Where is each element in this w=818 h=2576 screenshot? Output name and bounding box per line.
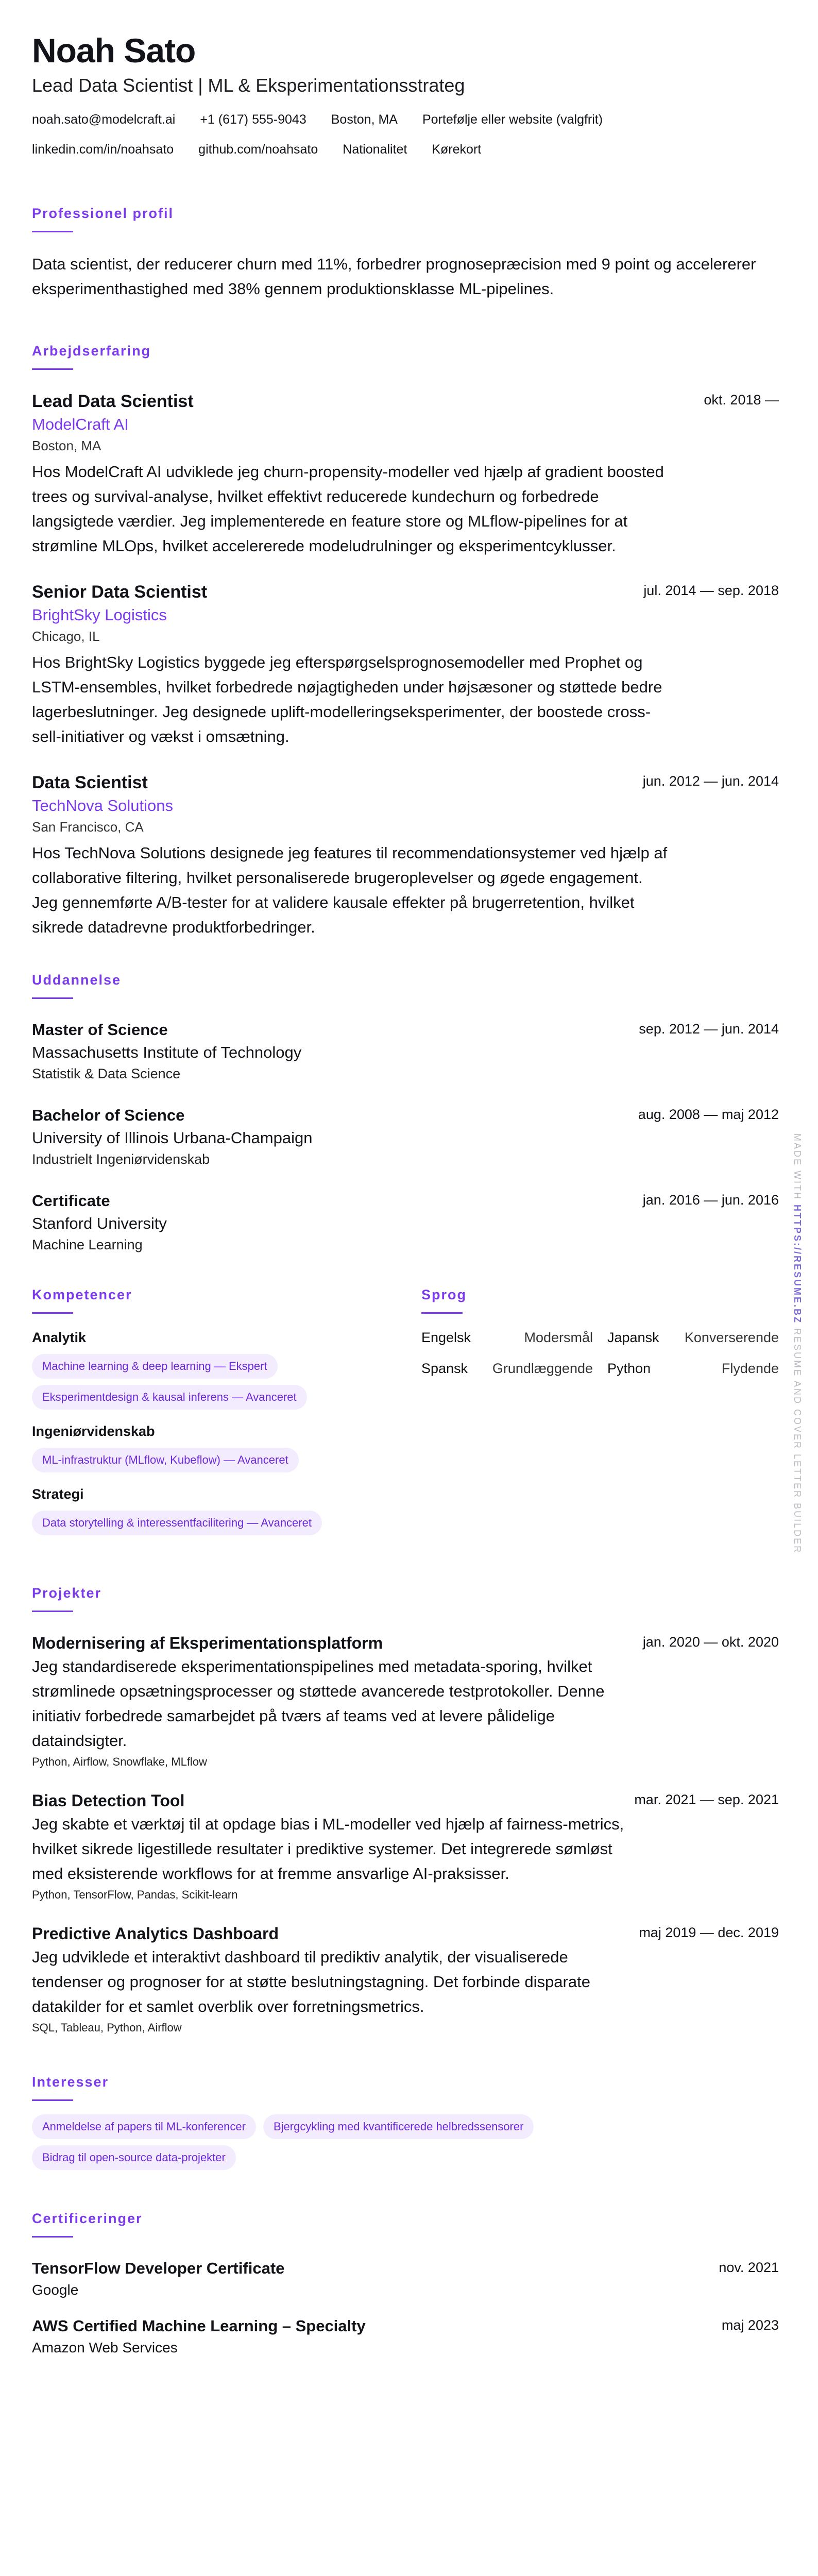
section-divider	[32, 1312, 73, 1314]
education-entry	[32, 1019, 779, 1083]
language-level: Modersmål	[524, 1330, 593, 1345]
education-dates: sep. 2012 — jun. 2014	[639, 1021, 779, 1037]
project-entry	[32, 1632, 779, 1771]
contact-list	[32, 109, 763, 160]
candidate-name: Noah Sato	[32, 31, 196, 70]
resume-header	[32, 30, 779, 160]
education-entry	[32, 1190, 779, 1255]
language-name: Python	[607, 1361, 651, 1376]
project-tech-stack: SQL, Tableau, Python, Airflow	[32, 2021, 182, 2034]
section-divider	[32, 368, 73, 370]
certification-issuer: Amazon Web Services	[32, 2340, 178, 2355]
contact-portfolio[interactable]: Portefølje eller website (valgfrit)	[422, 112, 603, 127]
certification-name: TensorFlow Developer Certificate	[32, 2259, 285, 2277]
job-entry	[32, 771, 779, 940]
project-tech-stack: Python, Airflow, Snowflake, MLflow	[32, 1755, 207, 1768]
profile-section	[32, 204, 779, 301]
skill-category: Analytik	[32, 1330, 87, 1345]
languages-section	[421, 1285, 779, 1547]
job-description: Hos BrightSky Logistics byggede jeg efterspørgselsprognosemodeller med Prophet og LSTM-ensembles, hvilket forbedrede nøjagtigheden under højsæsoner og støttede bedre lagerbeslutninger. Jeg designede uplift-modelleringseksperimenter, der boostede cross-sell-initiativer og vækst i omsætning.	[32, 653, 662, 745]
project-description: Jeg skabte et værktøj til at opdage bias i ML-modeller ved hjælp af fairness-metrics, hvilket sikrede ligestillede resultater i prediktive systemer. Det integrerede sømløst med eksisterende workflows for at fremme ansvarlige AI-praksisser.	[32, 1815, 624, 1883]
project-description: Jeg standardiserede eksperimentationspipelines med metadata-sporing, hvilket strømlinede opsætningsprocesser og støttede avancerede testprotokoller. Denne initiativ forbedrede samarbejdet på tværs af teams ved at levere pålidelige dataindsigter.	[32, 1657, 605, 1750]
project-title: Bias Detection Tool	[32, 1791, 185, 1810]
contact-drivers-license: Kørekort	[432, 142, 482, 157]
skill-category: Ingeniørvidenskab	[32, 1423, 155, 1439]
section-title: Arbejdserfaring	[32, 343, 151, 359]
contact-location: Boston, MA	[331, 112, 398, 127]
job-dates: jul. 2014 — sep. 2018	[643, 583, 779, 598]
education-field: Statistik & Data Science	[32, 1066, 181, 1081]
project-dates: mar. 2021 — sep. 2021	[634, 1792, 779, 1807]
section-title: Certificeringer	[32, 2211, 143, 2226]
skill-tag: Eksperimentdesign & kausal inferens — Avanceret	[32, 1385, 307, 1410]
job-location: San Francisco, CA	[32, 819, 144, 835]
contact-phone[interactable]: +1 (617) 555-9043	[200, 112, 306, 127]
job-location: Boston, MA	[32, 438, 101, 453]
candidate-tagline: Lead Data Scientist | ML & Eksperimentationsstrateg	[32, 75, 465, 96]
job-description: Hos ModelCraft AI udviklede jeg churn-propensity-modeller ved hjælp af gradient boosted trees og survival-analyse, hvilket effektivt reducerede kundechurn og forbedrede langsigtede værdier. Jeg implementerede en feature store og MLflow-pipelines for at strømline MLOps, hvilket accelererede modeludrulninger og eksperimentcyklusser.	[32, 463, 664, 555]
education-dates: jan. 2016 — jun. 2016	[642, 1192, 779, 1208]
language-name: Japansk	[607, 1330, 659, 1345]
builder-watermark	[792, 1133, 803, 1554]
job-title: Senior Data Scientist	[32, 582, 208, 602]
section-divider	[32, 2236, 73, 2238]
section-title: Kompetencer	[32, 1287, 132, 1302]
education-field: Machine Learning	[32, 1237, 143, 1252]
job-title: Data Scientist	[32, 773, 148, 792]
job-company: TechNova Solutions	[32, 796, 173, 815]
skills-languages-row	[32, 1285, 779, 1547]
language-item	[607, 1327, 779, 1348]
skill-tag: ML-infrastruktur (MLflow, Kubeflow) — Avanceret	[32, 1448, 299, 1472]
job-entry	[32, 389, 779, 558]
section-title: Sprog	[421, 1287, 467, 1302]
watermark-prefix: MADE WITH	[792, 1133, 803, 1205]
project-dates: jan. 2020 — okt. 2020	[642, 1634, 779, 1650]
certification-issuer: Google	[32, 2282, 79, 2298]
interest-tag: Anmeldelse af papers til ML-konferencer	[32, 2114, 256, 2139]
job-title: Lead Data Scientist	[32, 392, 194, 411]
watermark-link[interactable]: HTTPS://RESUME.BZ	[792, 1205, 803, 1325]
language-item	[421, 1358, 593, 1379]
education-section	[32, 971, 779, 1255]
education-degree: Bachelor of Science	[32, 1106, 185, 1124]
section-title: Interesser	[32, 2074, 109, 2090]
section-title: Projekter	[32, 1585, 102, 1601]
certifications-section	[32, 2209, 779, 2358]
language-level: Flydende	[721, 1361, 779, 1376]
projects-section	[32, 1584, 779, 2037]
section-divider	[421, 1312, 463, 1314]
language-level: Grundlæggende	[492, 1361, 593, 1376]
contact-linkedin[interactable]: linkedin.com/in/noahsato	[32, 142, 174, 157]
project-description: Jeg udviklede et interaktivt dashboard til prediktiv analytik, der visualiserede tendenser og prognoser for at støtte beslutningstagning. Det forbinde disparate datakilder for et samlet overblik over forretningsmetrics.	[32, 1948, 590, 2015]
certification-name: AWS Certified Machine Learning – Specialty	[32, 2317, 366, 2335]
language-level: Konverserende	[684, 1330, 779, 1345]
skill-tags	[32, 1354, 421, 1410]
job-description: Hos TechNova Solutions designede jeg features til recommendationsystemer ved hjælp af collaborative filtering, hvilket personaliserede brugeroplevelser og øgede engagement. Jeg gennemførte A/B-tester for at validere kausale effekter på brugerretention, hvilket sikrede datadrevne produktforbedringer.	[32, 844, 668, 936]
education-school: University of Illinois Urbana-Champaign	[32, 1129, 313, 1147]
interest-tag: Bidrag til open-source data-projekter	[32, 2145, 236, 2170]
certification-entry	[32, 2315, 779, 2358]
watermark-suffix: RESUME AND COVER LETTER BUILDER	[792, 1324, 803, 1554]
contact-github[interactable]: github.com/noahsato	[198, 142, 318, 157]
interests-section	[32, 2073, 779, 2170]
skills-section	[32, 1285, 421, 1547]
experience-section	[32, 342, 779, 940]
language-name: Spansk	[421, 1361, 468, 1376]
education-degree: Certificate	[32, 1192, 110, 1210]
interest-tag: Bjergcykling med kvantificerede helbredssensorer	[263, 2114, 534, 2139]
education-dates: aug. 2008 — maj 2012	[638, 1107, 779, 1122]
project-title: Modernisering af Eksperimentationsplatform	[32, 1634, 383, 1652]
resume-page	[32, 30, 779, 2358]
job-location: Chicago, IL	[32, 629, 100, 644]
language-item	[607, 1358, 779, 1379]
certification-date: maj 2023	[721, 2317, 779, 2333]
section-divider	[32, 997, 73, 999]
section-divider	[32, 1611, 73, 1612]
certification-date: nov. 2021	[719, 2260, 779, 2275]
project-tech-stack: Python, TensorFlow, Pandas, Scikit-learn	[32, 1888, 238, 1901]
education-school: Massachusetts Institute of Technology	[32, 1043, 302, 1061]
interest-tags	[32, 2114, 650, 2170]
project-entry	[32, 1789, 779, 1904]
language-name: Engelsk	[421, 1330, 471, 1345]
profile-summary: Data scientist, der reducerer churn med 11%, forbedrer prognosepræcision med 9 point og accelererer eksperimenthastighed med 38% gennem produktionsklasse ML-pipelines.	[32, 255, 756, 298]
skill-category: Strategi	[32, 1486, 84, 1502]
job-dates: okt. 2018 —	[704, 392, 779, 408]
skill-tag: Machine learning & deep learning — Ekspert	[32, 1354, 278, 1379]
section-title: Professionel profil	[32, 206, 174, 221]
education-school: Stanford University	[32, 1214, 167, 1232]
education-entry	[32, 1104, 779, 1169]
section-divider	[32, 231, 73, 232]
skill-tags	[32, 1511, 421, 1535]
job-company: BrightSky Logistics	[32, 606, 167, 624]
skill-tag: Data storytelling & interessentfacilitering — Avanceret	[32, 1511, 322, 1535]
project-title: Predictive Analytics Dashboard	[32, 1924, 279, 1943]
job-company: ModelCraft AI	[32, 415, 129, 433]
job-dates: jun. 2012 — jun. 2014	[642, 773, 779, 789]
contact-nationality: Nationalitet	[343, 142, 407, 157]
section-divider	[32, 2099, 73, 2101]
education-field: Industrielt Ingeniørvidenskab	[32, 1151, 210, 1167]
skill-tags	[32, 1448, 421, 1472]
section-title: Uddannelse	[32, 972, 122, 988]
language-item	[421, 1327, 593, 1348]
job-entry	[32, 580, 779, 749]
certification-entry	[32, 2257, 779, 2300]
education-degree: Master of Science	[32, 1021, 168, 1039]
language-list	[421, 1327, 779, 1379]
contact-email[interactable]: noah.sato@modelcraft.ai	[32, 112, 176, 127]
project-dates: maj 2019 — dec. 2019	[639, 1925, 779, 1940]
project-entry	[32, 1922, 779, 2037]
